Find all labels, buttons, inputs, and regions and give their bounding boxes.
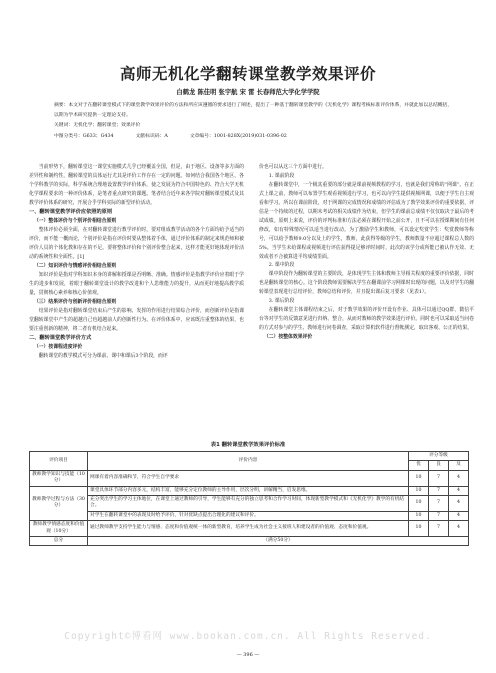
score-good: 7	[429, 511, 449, 520]
row-project: 教师教学过程与方法（30分）	[30, 486, 88, 521]
header-grade-pass: 及	[449, 461, 469, 470]
table-total-row	[30, 537, 469, 546]
score-excellent: 10	[409, 496, 429, 512]
body-paragraph: 在翻转课堂中，一个极其重要的部分就是课前视频教程的学习，也就是我们常称的“网课”。在正式上课之前，教师可以布置学生观看视频进行学习，也可以向学生提供视频网课，以便于学生自主观看和学习。所以在课前阶段，对于网课的完成情况和成绩的评估成为了教学效果评价的重要依据，评估是一个持续的过程，以期末考试的相关成绩作为结束，但学生的课前总成绩不仅仅取决于最后的考试成绩。原则上来说，评价的评判标准和方法必须在课程开始之前公开，且不可以在授课期间有任何修改，如有特殊情况可以适当进行改动。为了激励学生和教师，可以设定奖赏学生：奖赏教师等称号，可以给予教师9.0分以及上的学生，教师，此获得等级的学生，教师数量不应超过课程总人数的5%。当学生未给课程或视频进行评估获得提足够评时间时，此次的该学分或所能已被认作无效、无效或者不合被算进平均成绩里面。	[259, 181, 474, 260]
table-row	[30, 511, 469, 520]
body-paragraph: 价也可以从这三个方面中进行。	[259, 164, 327, 170]
subsection-heading: （一）按课程进度评价	[33, 344, 83, 351]
copyright-watermark: Copyright©博看网 www.bookan.com.cn. All Rights Reserved.	[64, 631, 432, 642]
total-label: 总分	[30, 537, 88, 546]
score-excellent: 10	[409, 511, 429, 520]
row-content: 充分突出学生的学习主体地位，在课堂上通过教师的引导，学生能够有充分的独立思考和合作学习时间，体现新型教学模式和《无机化学》教学的有机结合。	[88, 496, 409, 512]
score-good: 7	[429, 486, 449, 495]
header-grade: 评分等级	[409, 452, 469, 461]
table-row	[30, 496, 469, 512]
body-paragraph: 在翻转课堂主体课程结束之后，对于教学效果的评价开设有作业、具体可以通过QQ群、微信平台等对学生的反馈意见进行归纳、整合，从而对教师的教学效果进行评价。同时也可以采取适当问卷的方式对参与的学生、教师进行问卷调查，采取计算机软件进行督帐测定，取出客观、公正的结果。	[259, 307, 474, 332]
body-paragraph: 知识评价是指对学科知识本身的讲解和授课是否明晰、准确。情感评价是指教学评价应着眼于学生的进步和发展，着眼于翻转课堂设计的教学改进和个人思维能力的提升，从而更好地提高教学质量，贯彻核心素养和核心价值观。	[29, 272, 244, 296]
header-project: 评价项目	[30, 452, 88, 471]
stage-heading: 2. 课中阶段	[268, 262, 295, 269]
intro-paragraph: 当前形势下，翻转课堂这一课堂实施模式几乎已经覆盖全国，但是，由于地区、设备等多方面的差异性和制约性，翻转课堂的具体运行尤其是评价工作存在一定的问题。如何结合我国各个地区、各个学科教学的实际，科学系统合理地设置教学评价体系，使之发展为符合中国特色的、符合大学无机化学课程要求的一种评价体系，是笔者重点研究的课题。笔者结合近年来各学院对翻转课堂模式及其教学评价体系的研究，开展合乎学科实际的新型评价活动。	[29, 164, 244, 206]
subsection-heading: （三）结果评价与创新评价相结合原则	[33, 298, 117, 305]
row-content: 对学生在翻转课堂中的表现及时给予评价，针对优缺点提出合理化的建议和评价。	[88, 511, 409, 520]
clc-number: 中图分类号：G633；G434	[54, 133, 114, 139]
score-pass: 4	[449, 496, 469, 512]
body-paragraph: 课中阶段作为翻转课堂的主要阶段，是体现学生主体和教师主导相关程度的重要评价依据，同时也是翻转课堂的核心。这个阶段教师需要解决学生在翻课前学习网课时出现的问题，以及对学生的翻转课堂表现进行总结评价，教师总结和评价，并且提出课后复习要求（见表1）。	[259, 271, 474, 296]
table-header-row	[30, 452, 469, 461]
score-excellent: 10	[409, 521, 429, 537]
score-pass: 4	[449, 511, 469, 520]
table-row	[30, 486, 469, 495]
row-project: 教师教学情感态度和价值观（10分）	[30, 521, 88, 537]
body-paragraph: 整体评价必须全面，在对翻转课堂进行教学评价时，要对组成教学活动的各个方面均给予适当的评价，而不能一概而论，个别评价是指在评价时要从整体着手体，通过评价体系的制定来规范师和被评价人员的个体化教和存在的不足。要将整体评价和个别评价整合起来，这样才能更好地体现评价活动的系统性和全面性。[1]	[29, 227, 244, 261]
score-pass: 4	[449, 486, 469, 495]
author-line: 白鹤龙 陈佳明 张宇航 宋 雷 长春师范大学化学学院	[176, 89, 320, 96]
score-pass: 4	[449, 470, 469, 486]
body-paragraph: 结果评价是指对翻转课堂结束后产生的影响、发挥的作用进行结果综合评价，而创新评价是指课堂翻转课堂中产生的超越自己也超越前人的创新性行为。在评价体系中，应该既注重整体的结果，也要注重创新的精神，将二者有机结合起来。	[29, 307, 244, 332]
subsection-heading: （二）按整体效果评价	[263, 334, 313, 341]
paper-title: 高师无机化学翻转课堂教学效果评价	[119, 65, 376, 83]
abstract-block	[54, 101, 454, 142]
score-excellent: 10	[409, 486, 429, 495]
header-grade-good: 良	[429, 461, 449, 470]
right-column	[259, 163, 474, 342]
header-content: 评价内容	[88, 452, 409, 471]
score-good: 7	[429, 496, 449, 512]
row-project: 教师教学知识与技能（10分）	[30, 470, 88, 486]
score-excellent: 10	[409, 470, 429, 486]
subsection-heading: （一）整体评价与个别评价相结合原则	[33, 218, 117, 225]
score-pass: 4	[449, 521, 469, 537]
abstract-text: 摘要：本文对于在翻转课堂模式下的课堂教学效果评价的方法和所应该遵循的要求进行了阐述，提出了一种基于翻转课堂教学的《无机化学》课程考核标准评价体系，并就此加以总结概括，以期为学术研究提供一定理论支持。	[54, 103, 453, 119]
row-content: 网课有着内容准确和节，符合学生自学要求	[88, 470, 409, 486]
header-grade-excellent: 优	[409, 461, 429, 470]
doc-code: 文献标识码：A	[135, 133, 168, 139]
stage-heading: 1. 课前阶段	[268, 172, 295, 179]
evaluation-table	[29, 451, 469, 546]
subsection-heading: （二）知识评价与情感评价相结合原则	[33, 263, 117, 270]
row-content: 课堂具体环节部分内容多元，结构丰富，能够充分定位教师的主导作用，层次分明，讲解精当，启发思维。	[88, 486, 409, 495]
total-value: （满分50分）	[88, 537, 469, 546]
row-content: 通过教师教学支持学生能力与情感、态度和价值观统一体的新型教育，培养学生成为社会主义接班人和建设者的价值观、态度和价值观。	[88, 521, 409, 537]
table-row	[30, 470, 469, 486]
classification-row	[54, 132, 454, 142]
section-heading-2: 二、翻转课堂教学评价方式	[29, 334, 92, 341]
score-good: 7	[429, 470, 449, 486]
page-number: — 396 —	[236, 652, 260, 658]
section-heading-1: 一、翻转课堂教学评价应依照的原则	[29, 208, 113, 215]
table-caption: 表1 翻转课堂教学效果评价标准	[210, 442, 286, 448]
body-paragraph: 翻转课堂的教学模式可分为课前、课中和课后3个阶段，而评	[38, 353, 168, 360]
left-column	[29, 163, 244, 361]
keywords: 关键词：无机化学；翻转课堂；效果评价	[54, 123, 141, 129]
score-good: 7	[429, 521, 449, 537]
stage-heading: 3. 课后阶段	[268, 298, 295, 305]
article-number: 文章编号：1001-828X(2019)031-0396-02	[189, 133, 287, 139]
table-row	[30, 521, 469, 537]
